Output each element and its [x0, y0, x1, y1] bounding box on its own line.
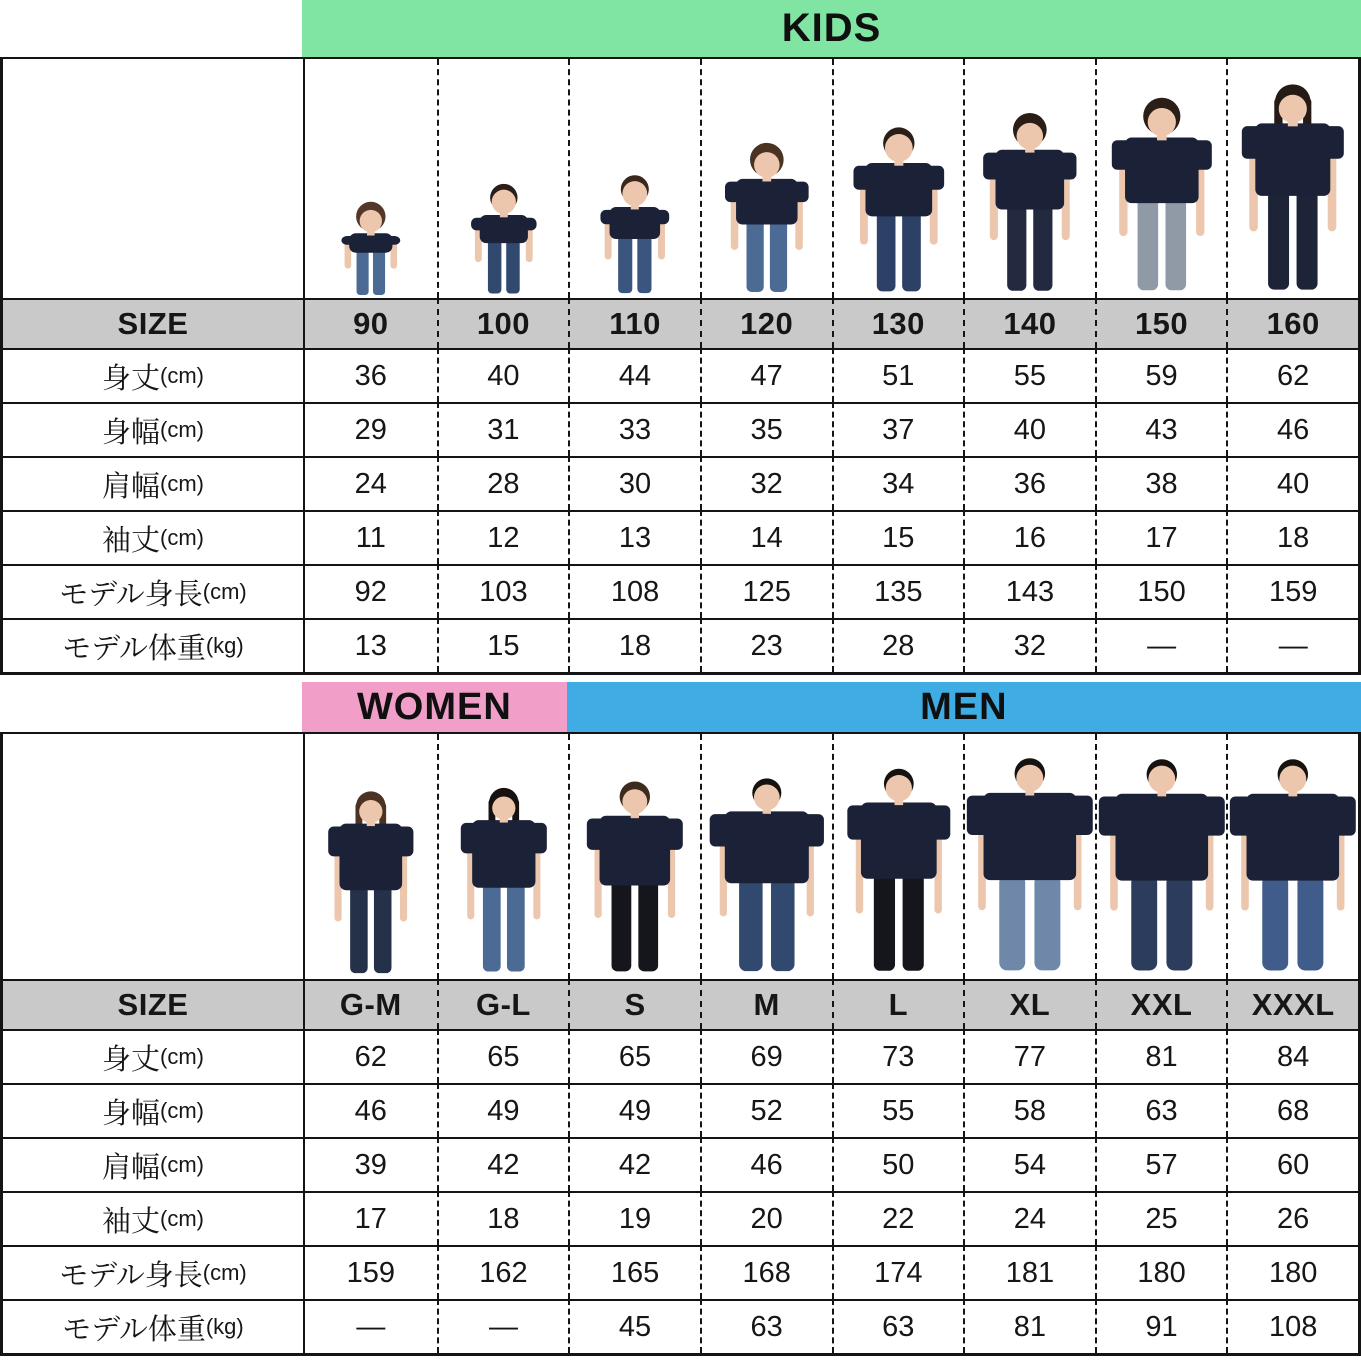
- model-figure: [965, 747, 1095, 979]
- kids_table-row-label-0: [3, 348, 305, 402]
- adults_table-cell-0-M: 69: [700, 1029, 832, 1083]
- adults_table-cell-0-XXL: 81: [1095, 1029, 1227, 1083]
- adults_table-row-label-4: [3, 1245, 305, 1299]
- row-label-unit: (cm): [160, 525, 204, 550]
- adults_table-cell-2-G-L: 42: [437, 1137, 569, 1191]
- adults_table-cell-4-G-L: 162: [437, 1245, 569, 1299]
- kids_table-cell-1-150: 43: [1095, 402, 1227, 456]
- kids_table-model-photo-90: [305, 59, 437, 298]
- row-label-unit: (cm): [202, 1260, 247, 1285]
- adults_table-cell-3-G-L: 18: [437, 1191, 569, 1245]
- adults_table-row-label-1: [3, 1083, 305, 1137]
- row-label-text: 身丈: [102, 362, 161, 395]
- kids_table-cell-1-110: 33: [568, 402, 700, 456]
- kids_table-cell-2-140: 36: [963, 456, 1095, 510]
- adults_table-size-col-XXXL: XXXL: [1226, 979, 1358, 1029]
- row-label-text: 身丈: [102, 1043, 161, 1076]
- kids_table-cell-4-110: 108: [568, 564, 700, 618]
- kids_table-size-label: SIZE: [3, 298, 305, 348]
- kids-header-band: [0, 0, 1361, 57]
- model-figure: [439, 177, 569, 298]
- row-label-unit: (kg): [205, 1314, 244, 1339]
- adults_table-cell-0-S: 65: [568, 1029, 700, 1083]
- adults_table-cell-2-XXL: 57: [1095, 1137, 1227, 1191]
- kids-band-spacer: [0, 0, 302, 57]
- kids_table-row-label-2: [3, 456, 305, 510]
- model-figure: [1228, 748, 1358, 979]
- kids_table-row-label-1: [3, 402, 305, 456]
- row-label-text: 身幅: [102, 416, 161, 449]
- adults_table-cell-5-XXL: 91: [1095, 1299, 1227, 1353]
- kids_table-cell-2-160: 40: [1226, 456, 1358, 510]
- adults_table-model-photo-M: [700, 734, 832, 979]
- kids_table-cell-4-130: 135: [832, 564, 964, 618]
- kids_table-cell-1-90: 29: [305, 402, 437, 456]
- adults_table-size-col-M: M: [700, 979, 832, 1029]
- adults-size-table: [0, 732, 1361, 1356]
- kids_table-cell-3-130: 15: [832, 510, 964, 564]
- adults_table-size-col-S: S: [568, 979, 700, 1029]
- kids_table-cell-5-90: 13: [305, 618, 437, 672]
- women-header-label: WOMEN: [302, 682, 567, 732]
- adults_table-cell-3-S: 19: [568, 1191, 700, 1245]
- model-figure: [834, 118, 964, 298]
- kids_table-size-col-120: 120: [700, 298, 832, 348]
- kids_table-cell-5-110: 18: [568, 618, 700, 672]
- adults_table-cell-3-L: 22: [832, 1191, 964, 1245]
- kids_table-cell-3-100: 12: [437, 510, 569, 564]
- adults_table-size-col-L: L: [832, 979, 964, 1029]
- adults_table-cell-3-XXL: 25: [1095, 1191, 1227, 1245]
- adults-section: [0, 682, 1361, 1356]
- adults_table-cell-5-XXXL: 108: [1226, 1299, 1358, 1353]
- kids_table-cell-5-100: 15: [437, 618, 569, 672]
- kids_table-size-col-150: 150: [1095, 298, 1227, 348]
- adults_table-model-photo-S: [568, 734, 700, 979]
- row-label-unit: (cm): [160, 1152, 204, 1177]
- kids_table-cell-4-120: 125: [700, 564, 832, 618]
- kids_table-cell-0-130: 51: [832, 348, 964, 402]
- adults-header-band: [0, 682, 1361, 732]
- kids_table-cell-5-120: 23: [700, 618, 832, 672]
- kids_table-cell-4-150: 150: [1095, 564, 1227, 618]
- model-figure: [305, 783, 437, 979]
- adults_table-cell-1-XXXL: 68: [1226, 1083, 1358, 1137]
- adults_table-model-photo-L: [832, 734, 964, 979]
- kids_table-model-photo-130: [832, 59, 964, 298]
- adults_table-size-col-XL: XL: [963, 979, 1095, 1029]
- row-label-text: 肩幅: [102, 470, 161, 503]
- model-figure: [702, 768, 832, 979]
- adults_table-cell-1-S: 49: [568, 1083, 700, 1137]
- adults_table-size-col-G-M: G-M: [305, 979, 437, 1029]
- adults_table-model-photo-XXL: [1095, 734, 1227, 979]
- row-label-unit: (cm): [160, 1098, 204, 1123]
- adults_table-cell-0-L: 73: [832, 1029, 964, 1083]
- adults_table-cell-1-G-L: 49: [437, 1083, 569, 1137]
- model-figure: [570, 168, 700, 298]
- model-figure: [965, 103, 1095, 298]
- men-header-label: MEN: [567, 682, 1361, 732]
- row-label-unit: (cm): [160, 1044, 204, 1069]
- kids_table-row-label-3: [3, 510, 305, 564]
- kids_table-cell-2-90: 24: [305, 456, 437, 510]
- adults_table-cell-3-XXXL: 26: [1226, 1191, 1358, 1245]
- adults_table-cell-4-S: 165: [568, 1245, 700, 1299]
- row-label-unit: (cm): [160, 417, 204, 442]
- kids_table-cell-4-140: 143: [963, 564, 1095, 618]
- adults-band-spacer: [0, 682, 302, 732]
- adults_table-cell-2-G-M: 39: [305, 1137, 437, 1191]
- adults_table-size-col-XXL: XXL: [1095, 979, 1227, 1029]
- adults_table-row-label-0: [3, 1029, 305, 1083]
- kids_table-cell-0-120: 47: [700, 348, 832, 402]
- kids_table-cell-4-90: 92: [305, 564, 437, 618]
- adults_table-cell-5-XL: 81: [963, 1299, 1095, 1353]
- kids_table-cell-0-150: 59: [1095, 348, 1227, 402]
- kids_table-cell-1-140: 40: [963, 402, 1095, 456]
- adults_table-cell-2-XL: 54: [963, 1137, 1095, 1191]
- adults_table-cell-3-XL: 24: [963, 1191, 1095, 1245]
- row-label-text: 肩幅: [102, 1151, 161, 1184]
- adults_table-cell-3-G-M: 17: [305, 1191, 437, 1245]
- kids_table-cell-0-100: 40: [437, 348, 569, 402]
- kids_table-row-label-5: [3, 618, 305, 672]
- adults_table-cell-4-L: 174: [832, 1245, 964, 1299]
- kids_table-model-photo-120: [700, 59, 832, 298]
- model-figure: [1097, 748, 1227, 979]
- kids_table-size-col-140: 140: [963, 298, 1095, 348]
- adults_table-photo-spacer: [3, 734, 305, 979]
- kids_table-cell-5-140: 32: [963, 618, 1095, 672]
- adults_table-size-col-G-L: G-L: [437, 979, 569, 1029]
- adults_table-cell-1-G-M: 46: [305, 1083, 437, 1137]
- kids_table-cell-5-160: —: [1226, 618, 1358, 672]
- adults_table-row-label-3: [3, 1191, 305, 1245]
- adults_table-cell-0-G-M: 62: [305, 1029, 437, 1083]
- model-figure: [834, 758, 964, 979]
- adults_table-cell-5-S: 45: [568, 1299, 700, 1353]
- kids_table-cell-0-140: 55: [963, 348, 1095, 402]
- kids-header-label: KIDS: [302, 0, 1361, 57]
- row-label-unit: (kg): [205, 633, 244, 658]
- row-label-unit: (cm): [160, 1206, 204, 1231]
- adults_table-cell-2-XXXL: 60: [1226, 1137, 1358, 1191]
- adults_table-cell-5-G-M: —: [305, 1299, 437, 1353]
- kids-section: [0, 0, 1361, 675]
- adults_table-cell-4-M: 168: [700, 1245, 832, 1299]
- kids_table-cell-5-130: 28: [832, 618, 964, 672]
- row-label-unit: (cm): [160, 363, 204, 388]
- kids_table-cell-1-130: 37: [832, 402, 964, 456]
- adults_table-cell-4-XL: 181: [963, 1245, 1095, 1299]
- row-label-text: モデル身長: [59, 578, 203, 611]
- adults_table-cell-1-M: 52: [700, 1083, 832, 1137]
- kids_table-cell-4-160: 159: [1226, 564, 1358, 618]
- kids_table-cell-3-140: 16: [963, 510, 1095, 564]
- kids_table-cell-3-150: 17: [1095, 510, 1227, 564]
- adults_table-cell-3-M: 20: [700, 1191, 832, 1245]
- kids_table-row-label-4: [3, 564, 305, 618]
- adults_table-cell-0-XXXL: 84: [1226, 1029, 1358, 1083]
- row-label-text: モデル体重: [62, 1313, 206, 1346]
- kids_table-cell-0-160: 62: [1226, 348, 1358, 402]
- kids_table-size-col-110: 110: [568, 298, 700, 348]
- kids_table-model-photo-160: [1226, 59, 1358, 298]
- adults_table-row-label-2: [3, 1137, 305, 1191]
- adults_table-model-photo-XL: [963, 734, 1095, 979]
- row-label-text: 身幅: [102, 1097, 161, 1130]
- kids_table-cell-2-100: 28: [437, 456, 569, 510]
- kids_table-cell-2-120: 32: [700, 456, 832, 510]
- adults_table-cell-4-XXXL: 180: [1226, 1245, 1358, 1299]
- kids_table-cell-1-160: 46: [1226, 402, 1358, 456]
- adults_table-cell-4-XXL: 180: [1095, 1245, 1227, 1299]
- adults_table-cell-4-G-M: 159: [305, 1245, 437, 1299]
- kids-size-table: [0, 57, 1361, 675]
- model-figure: [305, 198, 437, 298]
- row-label-unit: (cm): [202, 579, 247, 604]
- kids_table-model-photo-150: [1095, 59, 1227, 298]
- adults_table-cell-2-L: 50: [832, 1137, 964, 1191]
- adults_table-cell-1-XL: 58: [963, 1083, 1095, 1137]
- kids_table-cell-3-120: 14: [700, 510, 832, 564]
- model-figure: [1228, 73, 1358, 298]
- adults_table-cell-1-XXL: 63: [1095, 1083, 1227, 1137]
- kids_table-model-photo-140: [963, 59, 1095, 298]
- kids_table-size-col-130: 130: [832, 298, 964, 348]
- kids_table-cell-1-100: 31: [437, 402, 569, 456]
- row-label-text: 袖丈: [102, 1205, 161, 1238]
- kids_table-model-photo-110: [568, 59, 700, 298]
- kids_table-cell-0-110: 44: [568, 348, 700, 402]
- model-figure: [1097, 89, 1227, 298]
- adults_table-cell-5-M: 63: [700, 1299, 832, 1353]
- kids_table-size-col-90: 90: [305, 298, 437, 348]
- row-label-text: 袖丈: [102, 524, 161, 557]
- model-figure: [439, 778, 569, 979]
- model-figure: [702, 136, 832, 298]
- kids_table-cell-3-110: 13: [568, 510, 700, 564]
- kids_table-cell-2-110: 30: [568, 456, 700, 510]
- model-figure: [570, 773, 700, 979]
- adults_table-model-photo-G-L: [437, 734, 569, 979]
- adults_table-cell-0-G-L: 65: [437, 1029, 569, 1083]
- kids_table-photo-spacer: [3, 59, 305, 298]
- adults_table-cell-2-M: 46: [700, 1137, 832, 1191]
- row-label-text: モデル体重: [62, 632, 206, 665]
- adults_table-model-photo-XXXL: [1226, 734, 1358, 979]
- row-label-unit: (cm): [160, 471, 204, 496]
- adults_table-cell-5-L: 63: [832, 1299, 964, 1353]
- kids_table-cell-2-130: 34: [832, 456, 964, 510]
- kids_table-cell-3-90: 11: [305, 510, 437, 564]
- kids_table-cell-1-120: 35: [700, 402, 832, 456]
- adults_table-row-label-5: [3, 1299, 305, 1353]
- kids_table-size-col-100: 100: [437, 298, 569, 348]
- adults_table-cell-2-S: 42: [568, 1137, 700, 1191]
- kids_table-model-photo-100: [437, 59, 569, 298]
- adults_table-model-photo-G-M: [305, 734, 437, 979]
- kids_table-cell-0-90: 36: [305, 348, 437, 402]
- kids_table-cell-3-160: 18: [1226, 510, 1358, 564]
- adults_table-cell-0-XL: 77: [963, 1029, 1095, 1083]
- adults_table-cell-1-L: 55: [832, 1083, 964, 1137]
- row-label-text: モデル身長: [59, 1259, 203, 1292]
- kids_table-size-col-160: 160: [1226, 298, 1358, 348]
- adults_table-cell-5-G-L: —: [437, 1299, 569, 1353]
- kids_table-cell-5-150: —: [1095, 618, 1227, 672]
- kids_table-cell-4-100: 103: [437, 564, 569, 618]
- kids_table-cell-2-150: 38: [1095, 456, 1227, 510]
- adults_table-size-label: SIZE: [3, 979, 305, 1029]
